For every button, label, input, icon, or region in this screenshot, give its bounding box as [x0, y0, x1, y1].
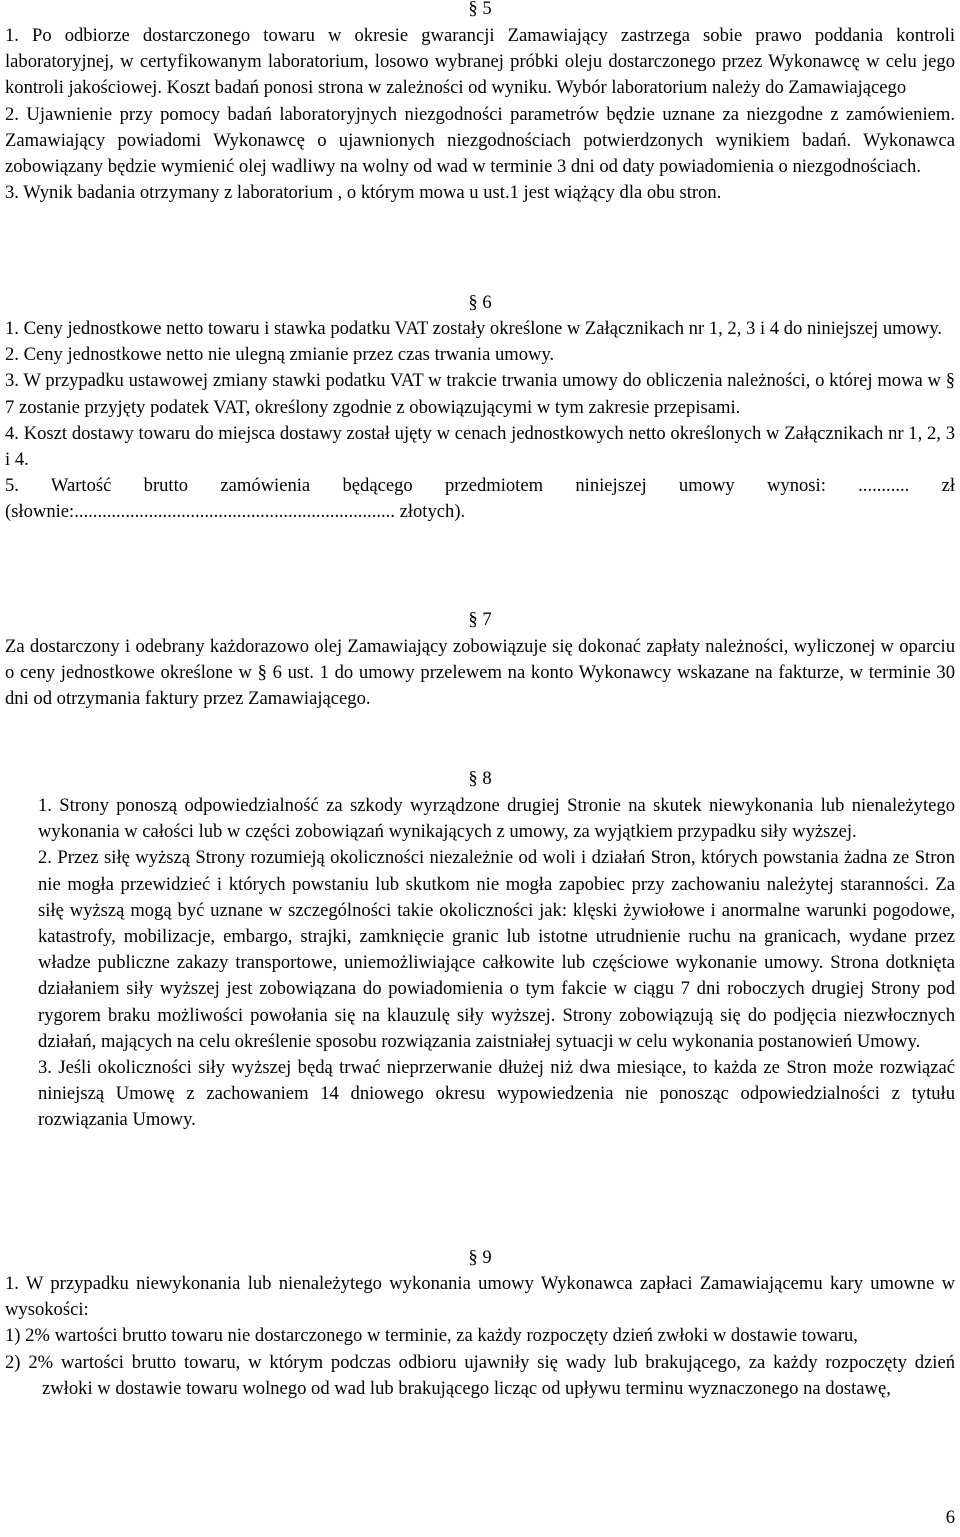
- section-9-paragraph-1: 1. W przypadku niewykonania lub nienależytego wykonania umowy Wykonawca zapłaci Zamawiającemu kary umowne w wysokości:: [5, 1273, 955, 1321]
- section-6-paragraph-3: 3. W przypadku ustawowej zmiany stawki podatku VAT w trakcie trwania umowy do obliczenia należności, o której mowa w § 7 zostanie przyjęty podatek VAT, określony zgodnie z obowiązującymi w tym zakresie przepisami.: [5, 370, 955, 418]
- section-7-heading: § 7: [468, 609, 492, 630]
- section-5-paragraph-2: 2. Ujawnienie przy pomocy badań laboratoryjnych niezgodności parametrów będzie uznane za niezgodne z zamówieniem. Zamawiający powiadomi Wykonawcę o ujawnionych niezgodnościach potwierdzonych wynikiem badań. Wykonawca zobowiązany będzie wymienić olej wadliwy na wolny od wad w terminie 3 dni od daty powiadomienia o niezgodnościach.: [5, 103, 955, 178]
- section-5-paragraph-1: 1. Po odbiorze dostarczonego towaru w okresie gwarancji Zamawiający zastrzega sobie prawo poddania kontroli laboratoryjnej, w certyfikowanym laboratorium, losowo wybranej próbki oleju dostarczonego przez Wykonawcę w celu jego kontroli jakościowej. Koszt badań ponosi strona w zależności od wyniku. Wybór laboratorium należy do Zamawiającego: [5, 25, 955, 99]
- section-7-paragraph-1: Za dostarczony i odebrany każdorazowo olej Zamawiający zobowiązuje się dokonać zapłaty należności, wyliczonej w oparciu o ceny jednostkowe określone w § 6 ust. 1 do umowy przelewem na konto Wykonawcy wskazane na fakturze, w terminie 30 dni od otrzymania faktury przez Zamawiającego.: [5, 636, 955, 710]
- section-8-paragraph-3: 3. Jeśli okoliczności siły wyższej będą trwać nieprzerwanie dłużej niż dwa miesiące, to każda ze Stron może rozwiązać niniejszą Umowę z zachowaniem 14 dniowego okresu wypowiedzenia nie ponosząc odpowiedzialności z tytułu rozwiązania Umowy.: [38, 1057, 955, 1131]
- page-number: 6: [945, 1507, 955, 1528]
- section-8-heading: § 8: [468, 768, 492, 789]
- section-9-item-2: 2) 2% wartości brutto towaru, w którym podczas odbioru ujawniły się wady lub brakującego, za każdy rozpoczęty dzień zwłoki w dostawie towaru wolnego od wad lub brakującego licząc od upływu terminu wyznaczonego na dostawę,: [5, 1351, 955, 1399]
- section-8-paragraph-2: 2. Przez siłę wyższą Strony rozumieją okoliczności niezależnie od woli i działań Stron, których powstania żadna ze Stron nie mogła przewidzieć i których powstaniu lub skutkom nie mogła zapobiec przy zachowaniu należytej staranności. Za siłę wyższą mogą być uznane w szczególności takie okoliczności jak: klęski żywiołowe i anormalne warunki pogodowe, katastrofy, mobilizacje, embargo, strajki, zamknięcie granic lub istotne utrudnienie ruchu na granicach, wydane przez władze publiczne zakazy transportowe, uniemożliwiające całkowite lub częściowe wykonanie umowy. Strona dotknięta działaniem siły wyższej jest zobowiązana do powiadomienia o tym fakcie w ciągu 7 dni roboczych drugiej Strony pod rygorem braku możliwości powołania się na klauzulę siły wyższej. Strony zobowiązują się do podjęcia niezwłocznych działań, mających na celu określenie sposobu rozwiązania zaistniałej sytuacji w celu wykonania postanowień Umowy.: [38, 847, 955, 1052]
- section-6-paragraph-1: 1. Ceny jednostkowe netto towaru i stawka podatku VAT zostały określone w Załącznikach nr 1, 2, 3 i 4 do niniejszej umowy.: [5, 318, 943, 339]
- section-5-heading: § 5: [468, 0, 492, 19]
- section-9-heading: § 9: [468, 1247, 492, 1268]
- section-6-heading: § 6: [468, 292, 492, 313]
- section-6-paragraph-2: 2. Ceny jednostkowe netto nie ulegną zmianie przez czas trwania umowy.: [5, 344, 555, 366]
- section-6-paragraph-5: 5. Wartość brutto zamówienia będącego przedmiotem niniejszej umowy wynosi: ........... zł (słownie:..................................................................... złotych).: [5, 475, 955, 523]
- section-5-paragraph-3: 3. Wynik badania otrzymany z laboratorium , o którym mowa u ust.1 jest wiążący dla obu stron.: [5, 182, 722, 204]
- section-6-paragraph-4: 4. Koszt dostawy towaru do miejsca dostawy został ujęty w cenach jednostkowych netto określonych w Załącznikach nr 1, 2, 3 i 4.: [5, 422, 955, 471]
- section-8-paragraph-1: 1. Strony ponoszą odpowiedzialność za szkody wyrządzone drugiej Stronie na skutek niewykonania lub nienależytego wykonania w całości lub w części zobowiązań wynikających z umowy, za wyjątkiem przypadku siły wyższej.: [38, 795, 955, 843]
- section-9-item-1: 1) 2% wartości brutto towaru nie dostarczonego w terminie, za każdy rozpoczęty dzień zwłoki w dostawie towaru,: [5, 1325, 858, 1347]
